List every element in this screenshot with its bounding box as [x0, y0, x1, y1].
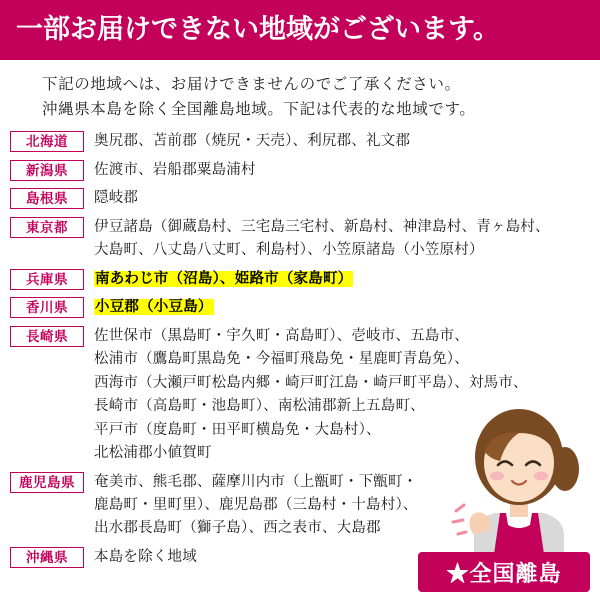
badge-label: ★全国離島 [446, 560, 562, 586]
intro-line: 沖縄県本島を除く全国離島地域。下記は代表的な地域です。 [42, 101, 476, 119]
region-row [10, 471, 592, 541]
region-detail-line: 松浦市（鷹島町黒島免・今福町飛島免・星鹿町青島免）、 [94, 351, 469, 368]
region-row [10, 268, 592, 291]
region-detail-line: 西海市（大瀬戸町松島内郷・崎戸町江島・崎戸町平島）、対馬市、 [94, 374, 528, 391]
region-detail [84, 296, 592, 319]
region-row [10, 216, 592, 263]
status-badge [418, 552, 590, 592]
intro-text [0, 60, 600, 126]
region-detail [84, 268, 592, 291]
region-detail-line: 長崎市（高島町・池島町）、南松浦郡新上五島町、 [94, 398, 425, 415]
region-row [10, 296, 592, 319]
region-detail-line: 奥尻郡、苫前郡（焼尻・天売）、利尻郡、礼文郡 [94, 133, 411, 150]
header-banner [0, 0, 600, 60]
prefecture-tag: 島根県 [10, 188, 84, 209]
prefecture-tag: 東京都 [10, 217, 84, 238]
prefecture-tag: 北海道 [10, 131, 84, 152]
region-detail-line [94, 268, 592, 291]
region-detail-line: 伊豆諸島（御蔵島村、三宅島三宅村、新島村、神津島村、青ヶ島村、 [94, 218, 550, 235]
region-detail-line: 佐世保市（黒島町・宇久町・高島町）、壱岐市、五島市、 [94, 327, 469, 344]
page-title: 一部お届けできない地域がございます。 [16, 14, 500, 45]
region-row [10, 325, 592, 466]
prefecture-tag: 長崎県 [10, 326, 84, 347]
region-detail-line: 本島を除く地域 [94, 548, 197, 565]
region-detail [84, 159, 592, 182]
highlighted-region: 南あわじ市（沼島）、姫路市（家島町） [95, 270, 353, 287]
region-row [10, 159, 592, 182]
region-detail-line: 出水郡長島町（獅子島）、西之表市、大島郡 [94, 520, 381, 537]
prefecture-tag: 沖縄県 [10, 547, 84, 568]
prefecture-tag: 新潟県 [10, 160, 84, 181]
region-detail-line: 平戸市（度島町・田平町横島免・大島村）、 [94, 421, 381, 438]
region-detail [84, 130, 592, 153]
intro-line: 下記の地域へは、お届けできませんのでご了承ください。 [42, 76, 461, 93]
region-detail [84, 325, 592, 466]
prefecture-tag: 鹿児島県 [10, 472, 84, 493]
region-detail [84, 187, 592, 210]
region-detail-line: 大島町、八丈島八丈町、利島村）、小笠原諸島（小笠原村） [94, 242, 484, 259]
region-detail-line [94, 296, 592, 319]
region-row [10, 187, 592, 210]
region-detail [84, 216, 592, 263]
highlighted-region: 小豆郡（小豆島） [95, 299, 213, 316]
region-row [10, 130, 592, 153]
region-detail-line: 隠岐郡 [94, 190, 139, 207]
prefecture-tag: 兵庫県 [10, 269, 84, 290]
region-detail-line: 鹿島町・里町里）、鹿児島郡（三島村・十島村）、 [94, 497, 418, 513]
region-detail [84, 471, 592, 541]
region-detail-line: 北松浦郡小値賀町 [94, 445, 212, 462]
prefecture-tag: 香川県 [10, 297, 84, 318]
region-list [0, 126, 600, 569]
region-detail-line: 佐渡市、岩船郡粟島浦村 [94, 161, 256, 178]
region-detail-line: 奄美市、熊毛郡、薩摩川内市（上甑町・下甑町・ [94, 473, 418, 490]
